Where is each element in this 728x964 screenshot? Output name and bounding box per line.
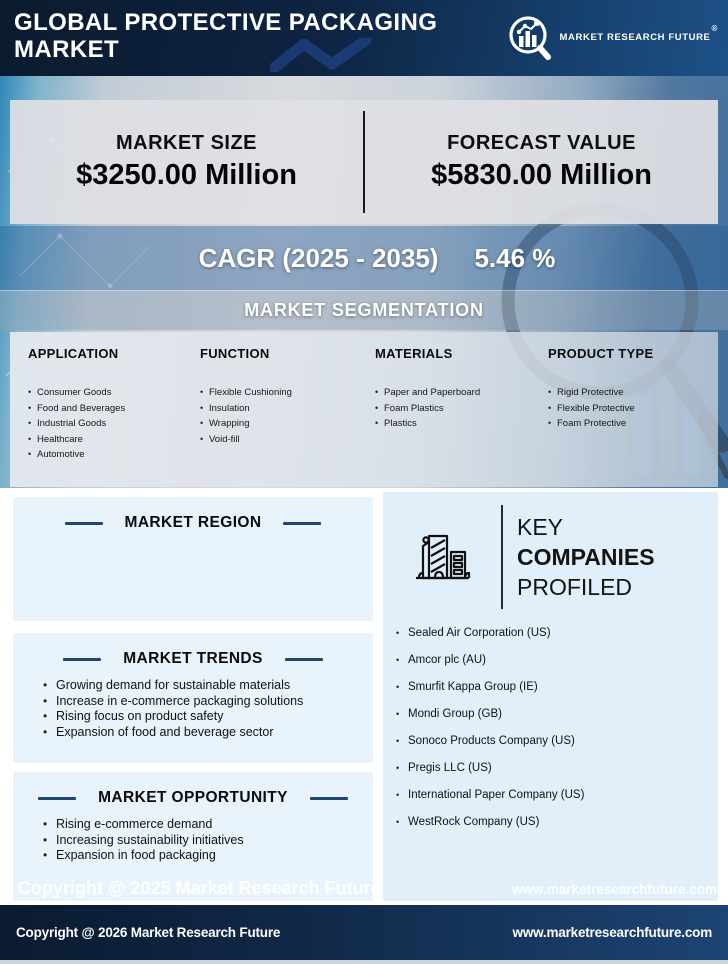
bullet-icon — [28, 432, 37, 448]
list-item — [200, 401, 368, 417]
bullet-icon — [396, 701, 408, 728]
bullet-icon — [375, 401, 384, 417]
bullet-icon — [200, 401, 209, 417]
list-item-text: Consumer Goods — [37, 387, 112, 398]
brand-name: MARKET RESEARCH FUTURE® — [559, 23, 718, 43]
bullet-icon — [396, 755, 408, 782]
header — [0, 0, 728, 76]
bullet-icon — [43, 848, 56, 864]
footer-website: www.marketresearchfuture.com — [512, 925, 712, 940]
segmentation-list — [28, 385, 196, 463]
list-item-text: Wrapping — [209, 418, 250, 429]
list-item-text: Sealed Air Corporation (US) — [408, 627, 551, 639]
list-item-text: Smurfit Kappa Group (IE) — [408, 681, 538, 693]
list-item-text: Flexible Protective — [557, 402, 635, 414]
cagr-value: 5.46 % — [474, 242, 556, 273]
segmentation-list — [548, 385, 716, 432]
list-item — [43, 848, 359, 864]
list-item-text: Sonoco Products Company (US) — [408, 735, 575, 747]
list-item-text: Expansion in food packaging — [56, 848, 216, 862]
list-item — [43, 725, 359, 741]
cagr-row — [0, 226, 728, 290]
footer-bottom-strip — [0, 960, 728, 964]
market-trends-panel — [13, 633, 373, 763]
key-companies-title — [517, 512, 655, 602]
page-title: GLOBAL PROTECTIVE PACKAGING MARKET — [14, 9, 438, 63]
bullet-icon — [200, 416, 209, 432]
list-item — [396, 647, 708, 674]
bullet-icon — [43, 817, 56, 833]
list-item-text: Insulation — [209, 402, 250, 414]
list-item — [548, 416, 716, 432]
list-item — [28, 401, 196, 417]
market-opportunity-list — [13, 817, 373, 864]
bullet-icon — [396, 620, 408, 647]
dash-line-icon — [65, 522, 103, 525]
segmentation-column-product-type — [548, 346, 716, 432]
list-item-text: Food and Beverages — [37, 402, 126, 414]
bullet-icon — [375, 385, 384, 401]
list-item-text: Increase in e-commerce packaging solutions — [56, 693, 304, 708]
mrf-logo-icon — [507, 14, 553, 60]
forecast-value-value: $5830.00 Million — [431, 159, 652, 191]
list-item — [43, 817, 359, 833]
bullet-icon — [396, 782, 408, 809]
copyright-watermark: Copyright @ 2025 Market Research Future — [18, 878, 381, 898]
list-item-text: International Paper Company (US) — [408, 789, 585, 801]
bullet-icon — [43, 678, 56, 694]
key-companies-header — [383, 502, 718, 612]
registered-mark: ® — [711, 23, 718, 33]
market-region-panel — [13, 497, 373, 621]
list-item — [43, 678, 359, 694]
list-item — [396, 701, 708, 728]
list-item — [43, 694, 359, 710]
segmentation-title: MARKET SEGMENTATION — [244, 300, 484, 320]
forecast-value-stat — [365, 100, 718, 224]
segmentation-heading: MATERIALS — [375, 346, 453, 361]
bullet-icon — [28, 416, 37, 432]
segmentation-panel — [10, 332, 718, 487]
list-item — [43, 833, 359, 849]
list-item-text: Automotive — [37, 449, 85, 460]
bullet-icon — [43, 709, 56, 725]
panel-title-row — [13, 497, 373, 532]
bullet-icon — [396, 647, 408, 674]
list-item — [396, 728, 708, 755]
bullet-icon — [200, 385, 209, 401]
bullet-icon — [396, 674, 408, 701]
list-item-text: Void-fill — [209, 433, 240, 445]
bullet-icon — [200, 432, 209, 448]
list-item — [548, 401, 716, 417]
market-size-stat — [10, 100, 363, 224]
segmentation-heading: PRODUCT TYPE — [548, 346, 654, 361]
list-item-text: Expansion of food and beverage sector — [56, 724, 274, 739]
list-item — [200, 416, 368, 432]
dash-line-icon — [63, 658, 101, 661]
bullet-icon — [43, 694, 56, 710]
list-item-text: WestRock Company (US) — [408, 816, 540, 828]
list-item-text: Paper and Paperboard — [384, 387, 481, 398]
brand-lockup — [507, 14, 718, 60]
bullet-icon — [28, 401, 37, 417]
list-item — [396, 620, 708, 647]
list-item — [396, 674, 708, 701]
companies-list — [383, 620, 718, 836]
website-watermark: www.marketresearchfuture.com — [512, 882, 718, 897]
list-item — [200, 385, 368, 401]
list-item — [28, 432, 196, 448]
list-item — [375, 401, 543, 417]
list-item — [396, 755, 708, 782]
bullet-icon — [43, 833, 56, 849]
dash-line-icon — [283, 522, 321, 525]
list-item-text: Industrial Goods — [37, 418, 107, 429]
market-opportunity-title: MARKET OPPORTUNITY — [98, 789, 288, 806]
list-item — [375, 416, 543, 432]
list-item — [396, 809, 708, 836]
market-trends-title: MARKET TRENDS — [123, 650, 263, 667]
segmentation-column-materials — [375, 346, 543, 432]
list-item — [28, 385, 196, 401]
building-icon-wrap — [383, 526, 501, 588]
market-size-value: $3250.00 Million — [76, 159, 297, 191]
list-item — [375, 385, 543, 401]
list-item — [43, 709, 359, 725]
list-item — [396, 782, 708, 809]
bullet-icon — [396, 809, 408, 836]
key-companies-title-line3: PROFILED — [517, 574, 633, 600]
list-item-text: Rising focus on product safety — [56, 709, 224, 723]
bullet-icon — [43, 725, 56, 741]
lower-section — [0, 488, 728, 905]
forecast-value-label: FORECAST VALUE — [447, 132, 636, 154]
bullet-icon — [396, 728, 408, 755]
market-size-label: MARKET SIZE — [115, 132, 258, 154]
dash-line-icon — [310, 797, 348, 800]
list-item — [200, 432, 368, 448]
segmentation-heading: FUNCTION — [200, 346, 270, 361]
list-item — [548, 385, 716, 401]
list-item-text: Healthcare — [37, 433, 83, 445]
list-item-text: Foam Plastics — [384, 402, 444, 414]
panel-title-row — [13, 772, 373, 807]
list-item-text: Rising e-commerce demand — [56, 817, 213, 831]
list-item — [28, 416, 196, 432]
dash-line-icon — [38, 797, 76, 800]
building-icon — [411, 526, 473, 588]
footer — [0, 905, 728, 960]
list-item-text: Growing demand for sustainable materials — [56, 678, 291, 692]
list-item-text: Amcor plc (AU) — [408, 654, 486, 666]
stats-panel — [10, 100, 718, 224]
segmentation-list — [375, 385, 543, 432]
footer-copyright: Copyright @ 2026 Market Research Future — [16, 925, 281, 940]
bullet-icon — [548, 401, 557, 417]
segmentation-heading: APPLICATION — [28, 346, 119, 361]
segmentation-band — [0, 290, 728, 330]
panel-title-row — [13, 633, 373, 668]
segmentation-column-function — [200, 346, 368, 447]
list-item-text: Pregis LLC (US) — [408, 762, 492, 774]
bullet-icon — [548, 416, 557, 432]
bullet-icon — [28, 447, 37, 463]
list-item-text: Plastics — [384, 418, 417, 429]
bullet-icon — [28, 385, 37, 401]
hero-section — [0, 76, 728, 488]
segmentation-column-application — [28, 346, 196, 463]
bullet-icon — [375, 416, 384, 432]
list-item-text: Increasing sustainability initiatives — [56, 832, 244, 847]
list-item-text: Mondi Group (GB) — [408, 708, 502, 720]
segmentation-list — [200, 385, 368, 447]
cagr-label: CAGR (2025 - 2035) — [198, 242, 439, 273]
key-companies-title-line2: COMPANIES — [517, 544, 655, 570]
market-trends-list — [13, 678, 373, 740]
market-region-title: MARKET REGION — [124, 514, 262, 531]
bullet-icon — [548, 385, 557, 401]
vertical-divider — [501, 505, 503, 609]
list-item-text: Rigid Protective — [557, 387, 624, 398]
list-item-text: Flexible Cushioning — [209, 387, 292, 398]
list-item — [28, 447, 196, 463]
dash-line-icon — [285, 658, 323, 661]
list-item-text: Foam Protective — [557, 418, 627, 429]
key-companies-title-line1: KEY — [517, 514, 564, 540]
key-companies-panel — [383, 492, 718, 901]
